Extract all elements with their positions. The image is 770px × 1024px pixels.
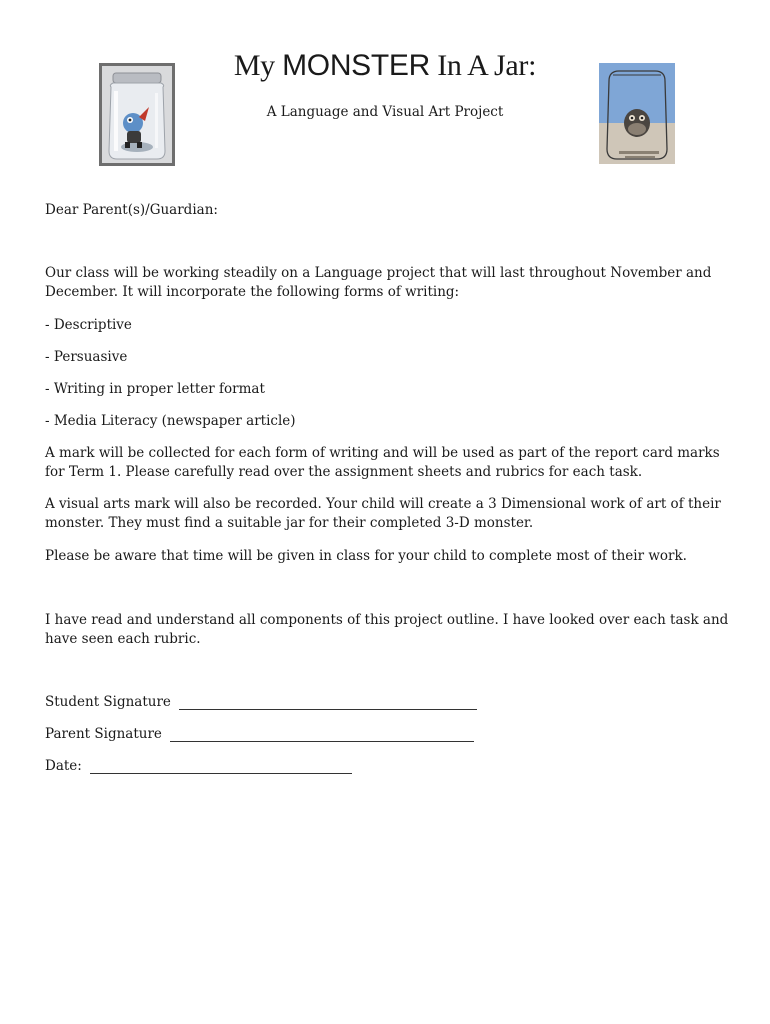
- parent-signature-line[interactable]: [170, 727, 474, 742]
- mark-line-1: A mark will be collected for each form of writing and will be used as part of the report card marks: [45, 445, 720, 461]
- date-row: [45, 758, 352, 774]
- writing-form-item: - Descriptive: [45, 317, 132, 333]
- student-signature-row: [45, 694, 477, 710]
- acknowledgement-line-1: I have read and understand all components of this project outline. I have looked over each task and: [45, 612, 729, 628]
- student-signature-label: Student Signature: [45, 694, 171, 710]
- student-signature-line[interactable]: [179, 695, 477, 710]
- intro-line-2: December. It will incorporate the following forms of writing:: [45, 284, 460, 300]
- page-subtitle: A Language and Visual Art Project: [266, 104, 504, 120]
- title-part-in-a-jar: In A Jar:: [430, 49, 537, 82]
- date-line[interactable]: [90, 759, 352, 774]
- title-part-my: My: [233, 49, 283, 82]
- date-label: Date:: [45, 758, 82, 774]
- parent-signature-row: [45, 726, 474, 742]
- visual-line-1: A visual arts mark will also be recorded. Your child will create a 3 Dimensional work of art of their: [45, 496, 721, 512]
- time-line: Please be aware that time will be given in class for your child to complete most of their work.: [45, 548, 687, 564]
- writing-form-item: - Media Literacy (newspaper article): [45, 413, 296, 429]
- salutation: Dear Parent(s)/Guardian:: [45, 202, 218, 218]
- acknowledgement-line-2: have seen each rubric.: [45, 631, 201, 647]
- intro-line-1: Our class will be working steadily on a Language project that will last throughout November and: [45, 265, 712, 281]
- writing-form-item: - Writing in proper letter format: [45, 381, 265, 397]
- monster-jar-right-image: [599, 63, 675, 164]
- mark-line-2: for Term 1. Please carefully read over the assignment sheets and rubrics for each task.: [45, 464, 643, 480]
- parent-signature-label: Parent Signature: [45, 726, 162, 742]
- writing-form-item: - Persuasive: [45, 349, 128, 365]
- visual-line-2: monster. They must find a suitable jar for their completed 3-D monster.: [45, 515, 534, 531]
- title-part-monster: MONSTER: [282, 49, 430, 82]
